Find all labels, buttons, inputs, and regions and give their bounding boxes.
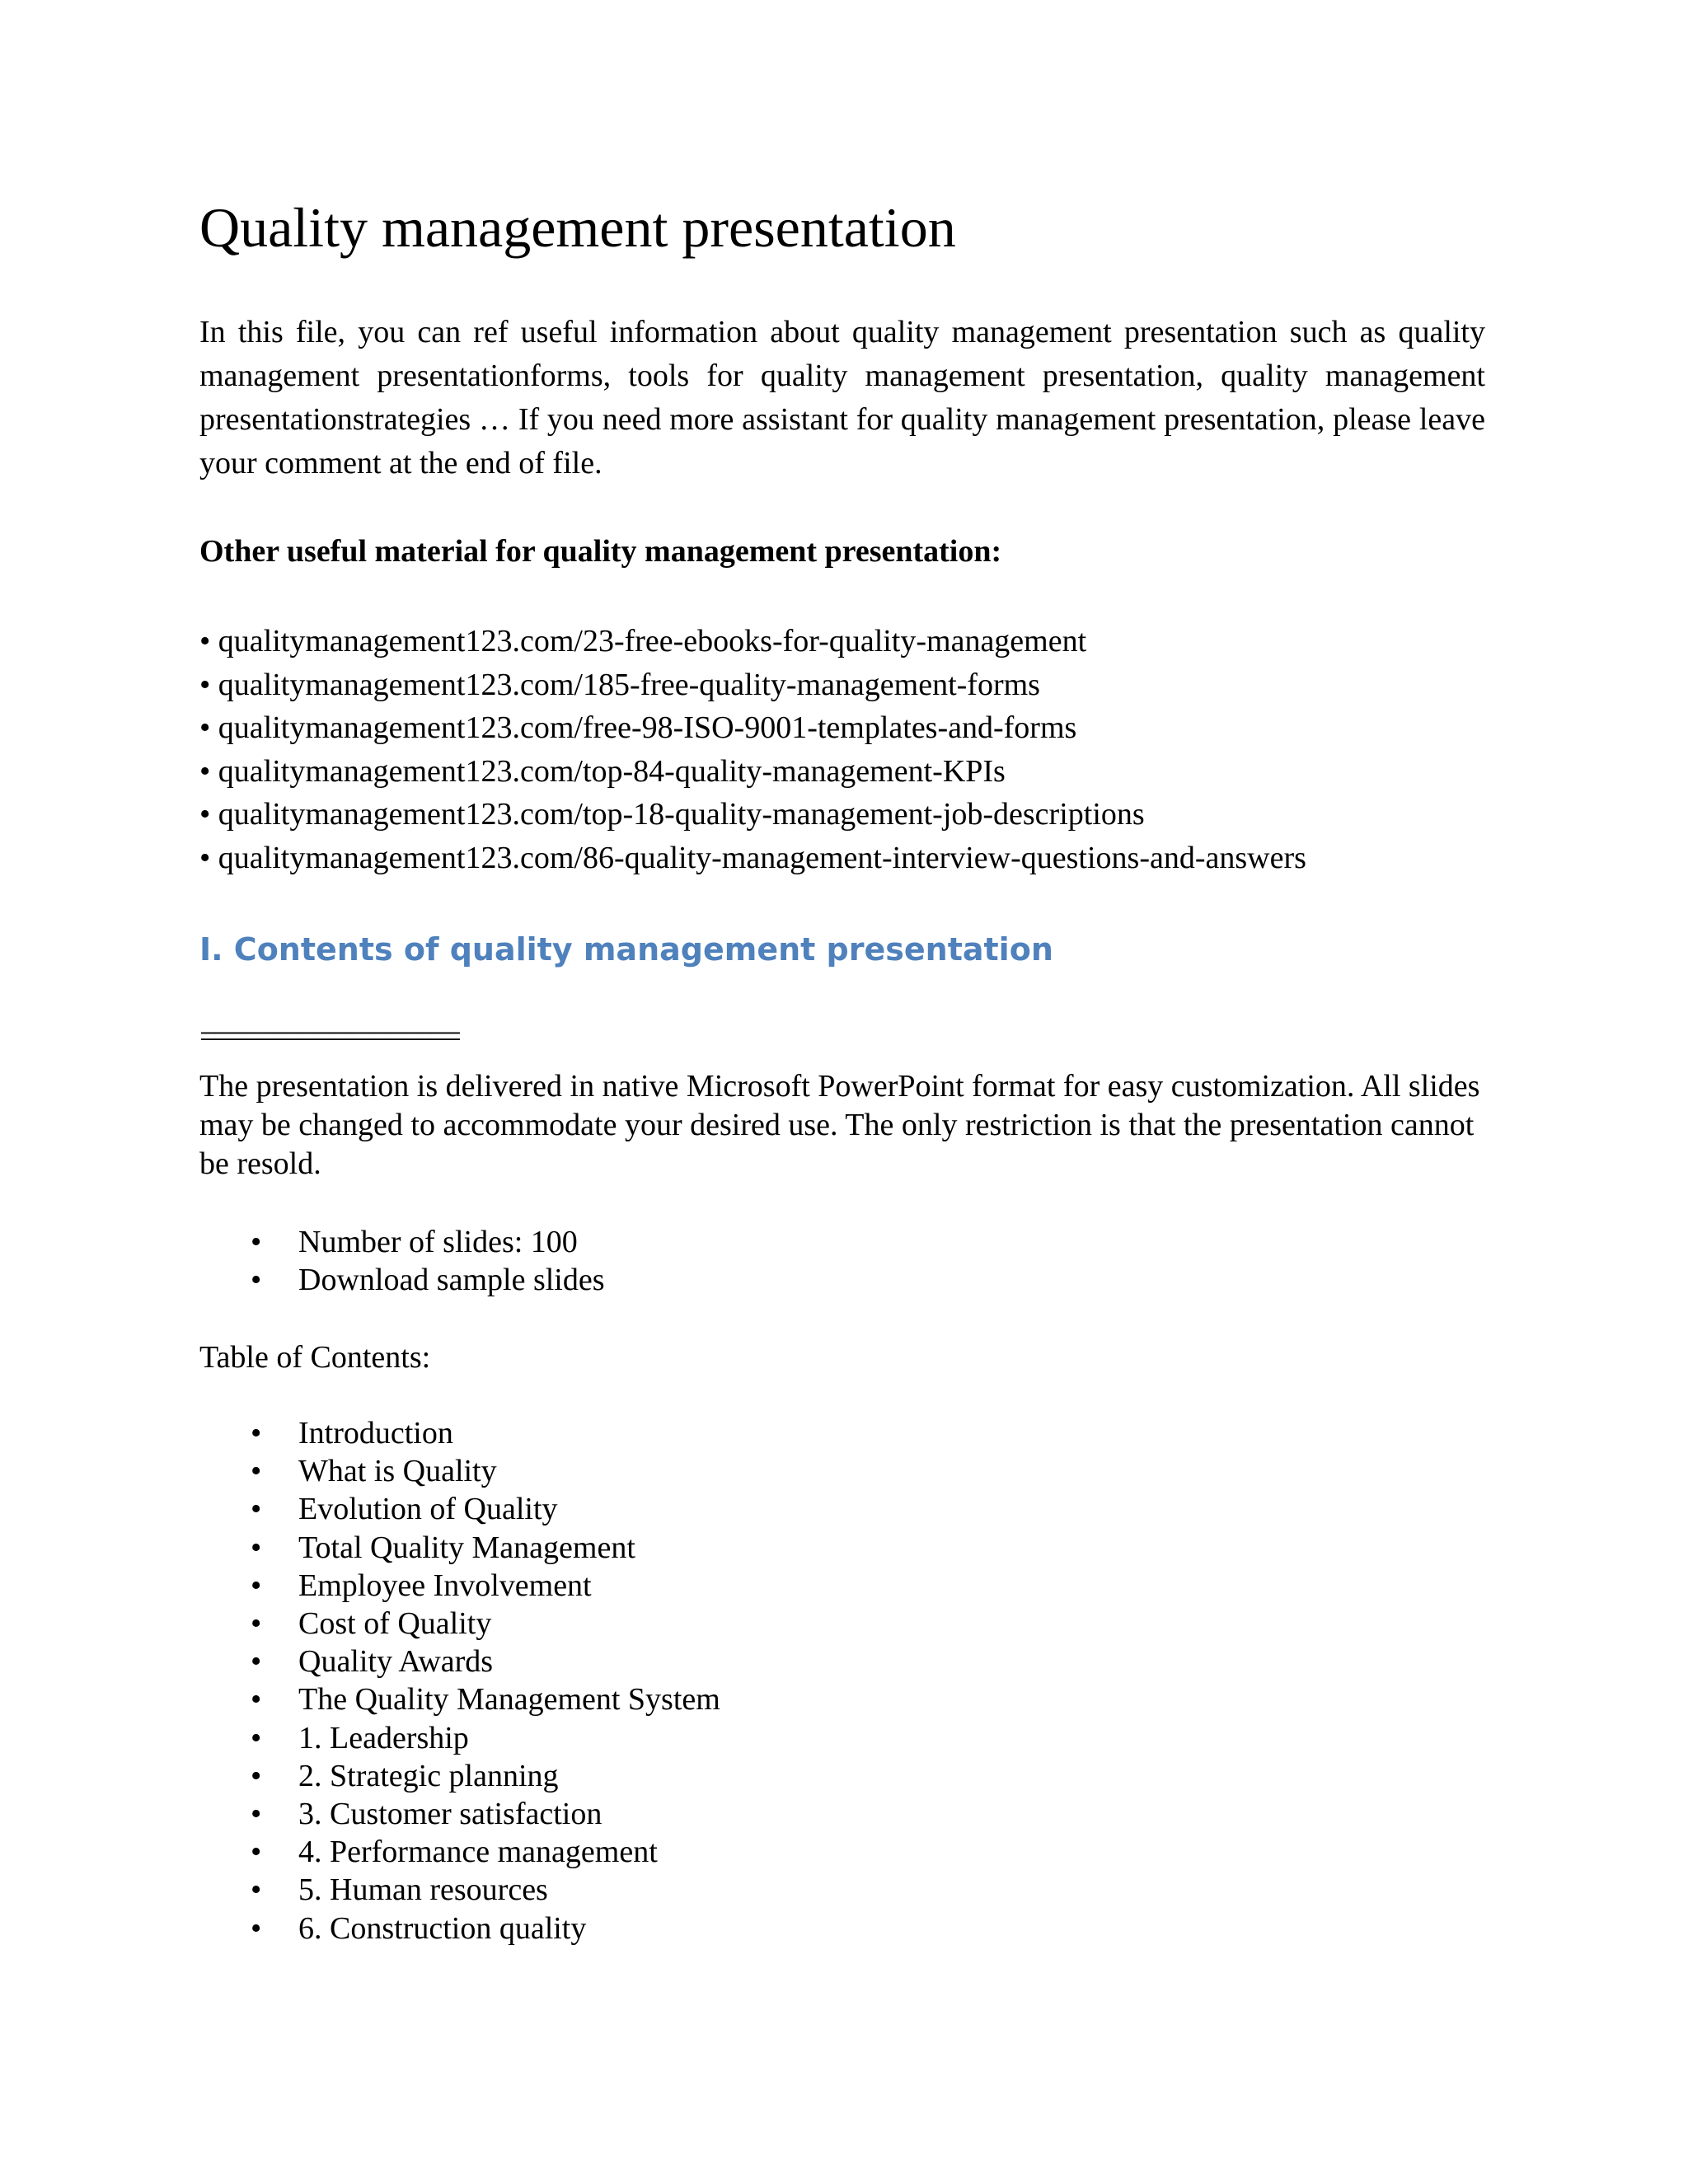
- toc-item-label: 3. Customer satisfaction: [298, 1797, 603, 1832]
- list-item-label: Number of slides: 100: [298, 1225, 578, 1259]
- toc-item-label: What is Quality: [298, 1454, 497, 1489]
- bullet-icon: •: [251, 1416, 262, 1451]
- resource-link-list: [199, 620, 1306, 880]
- list-item-label: Download sample slides: [298, 1263, 605, 1298]
- resource-link[interactable]: • qualitymanagement123.com/23-free-ebooks-for-quality-management: [199, 624, 1087, 658]
- bullet-icon: •: [251, 1797, 262, 1832]
- toc-item: [199, 1643, 720, 1680]
- other-material-heading: Other useful material for quality management presentation:: [199, 534, 1002, 569]
- intro-paragraph: In this file, you can ref useful information about quality management presentation such as quality management presentationforms, tools for quality management presentation, quality management presentationstrategies … If you need more assistant for quality management presentation, please leave your comment at the end of file.: [199, 315, 1485, 480]
- toc-item-label: Evolution of Quality: [298, 1492, 558, 1527]
- toc-item: [199, 1414, 720, 1452]
- bullet-icon: •: [251, 1644, 262, 1680]
- toc-item-label: Quality Awards: [298, 1644, 494, 1680]
- toc-item-label: 6. Construction quality: [298, 1910, 587, 1946]
- resource-link[interactable]: • qualitymanagement123.com/86-quality-management-interview-questions-and-answers: [199, 840, 1306, 875]
- bullet-icon: •: [251, 1568, 262, 1603]
- resource-link[interactable]: • qualitymanagement123.com/185-free-quality-management-forms: [199, 667, 1040, 702]
- bullet-icon: •: [251, 1454, 262, 1489]
- bullet-icon: •: [251, 1492, 262, 1527]
- toc-item-label: The Quality Management System: [298, 1682, 720, 1718]
- bullet-icon: •: [251, 1225, 262, 1259]
- bullet-icon: •: [251, 1263, 262, 1298]
- slide-info-list: [199, 1223, 605, 1299]
- list-item: [199, 1261, 605, 1299]
- toc-item-label: 1. Leadership: [298, 1720, 469, 1755]
- table-of-contents-list: [199, 1414, 720, 1947]
- toc-item: [199, 1452, 720, 1490]
- bullet-icon: •: [251, 1606, 262, 1642]
- toc-item-label: Introduction: [298, 1416, 453, 1451]
- toc-item: [199, 1680, 720, 1718]
- bullet-icon: •: [251, 1720, 262, 1755]
- toc-item-label: Total Quality Management: [298, 1530, 635, 1565]
- bullet-icon: •: [251, 1835, 262, 1870]
- toc-item: [199, 1757, 720, 1795]
- toc-item: [199, 1719, 720, 1757]
- list-item: [199, 1223, 605, 1261]
- resource-link[interactable]: • qualitymanagement123.com/free-98-ISO-9001-templates-and-forms: [199, 710, 1077, 746]
- bullet-icon: •: [251, 1682, 262, 1718]
- toc-item: [199, 1795, 720, 1833]
- bullet-icon: •: [251, 1530, 262, 1565]
- toc-item: [199, 1490, 720, 1528]
- toc-item: [199, 1529, 720, 1567]
- resource-link[interactable]: • qualitymanagement123.com/top-18-quality-management-job-descriptions: [199, 797, 1145, 832]
- bullet-icon: •: [251, 1872, 262, 1908]
- toc-item: [199, 1605, 720, 1643]
- bullet-icon: •: [251, 1758, 262, 1793]
- separator-line: ==================: [199, 1019, 458, 1054]
- toc-item: [199, 1833, 720, 1871]
- toc-label: Table of Contents:: [199, 1340, 431, 1375]
- toc-item-label: Cost of Quality: [298, 1606, 492, 1642]
- page-title: Quality management presentation: [199, 196, 956, 259]
- toc-item-label: 4. Performance management: [298, 1835, 658, 1870]
- bullet-icon: •: [251, 1910, 262, 1946]
- toc-item-label: Employee Involvement: [298, 1568, 592, 1603]
- toc-item: [199, 1910, 720, 1947]
- toc-item-label: 2. Strategic planning: [298, 1758, 559, 1793]
- toc-item: [199, 1871, 720, 1909]
- toc-item: [199, 1567, 720, 1605]
- resource-link[interactable]: • qualitymanagement123.com/top-84-quality-management-KPIs: [199, 753, 1006, 789]
- section-heading: I. Contents of quality management presentation: [199, 931, 1053, 968]
- description-paragraph: The presentation is delivered in native Microsoft PowerPoint format for easy customization. All slides may be changed to accommodate your desired use. The only restriction is that the presentation cannot be resold.: [199, 1069, 1480, 1181]
- toc-item-label: 5. Human resources: [298, 1872, 548, 1908]
